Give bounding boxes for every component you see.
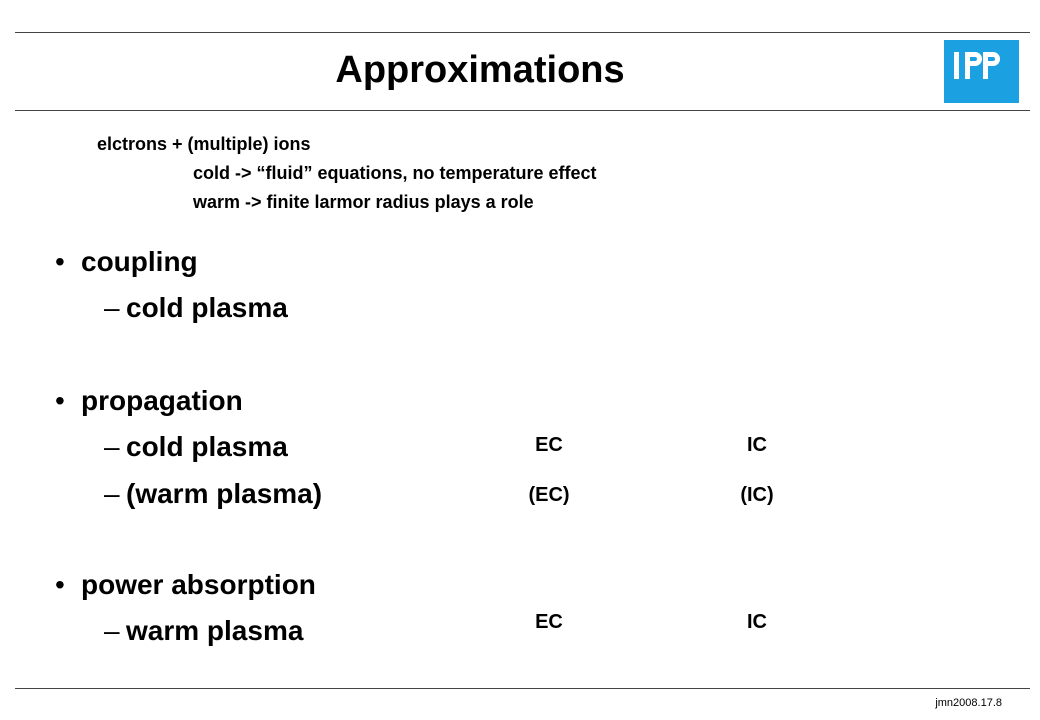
footer-rule bbox=[15, 688, 1030, 689]
logo-text bbox=[944, 103, 945, 104]
bullet-mark: • bbox=[55, 385, 65, 416]
bullet-propagation bbox=[55, 384, 455, 418]
sub-item-label: (warm plasma) bbox=[126, 478, 323, 509]
bullet-coupling bbox=[55, 245, 455, 279]
sub-mark: – bbox=[104, 478, 120, 509]
tag-ic: IC bbox=[747, 434, 767, 456]
slide-title: Approximations bbox=[335, 49, 625, 91]
intro-line-1: elctrons + (multiple) ions bbox=[97, 134, 311, 154]
tag-ic-bracketed: (IC) bbox=[740, 484, 774, 506]
ipp-logo-icon bbox=[944, 40, 1019, 103]
tag-ec: EC bbox=[535, 434, 563, 456]
sub-item-label: cold plasma bbox=[126, 431, 288, 462]
sub-item-propagation-cold bbox=[104, 430, 504, 464]
bullet-power-absorption bbox=[55, 568, 455, 602]
sub-item-coupling-cold bbox=[104, 291, 504, 325]
sub-mark: – bbox=[104, 292, 120, 323]
footer-id: jmn2008.17.8 bbox=[935, 697, 1002, 709]
sub-mark: – bbox=[104, 615, 120, 646]
bullet-label: coupling bbox=[81, 246, 198, 277]
sub-item-propagation-warm bbox=[104, 477, 504, 511]
title-rule bbox=[15, 110, 1030, 111]
sub-item-absorption-warm bbox=[104, 614, 504, 648]
bullet-mark: • bbox=[55, 246, 65, 277]
tag-ec: EC bbox=[535, 611, 563, 633]
sub-item-label: cold plasma bbox=[126, 292, 288, 323]
bullet-mark: • bbox=[55, 569, 65, 600]
sub-item-label: warm plasma bbox=[126, 615, 304, 646]
intro-line-3: warm -> finite larmor radius plays a role bbox=[193, 192, 534, 212]
sub-mark: – bbox=[104, 431, 120, 462]
ipp-logo bbox=[944, 40, 1019, 103]
intro-line-2: cold -> “fluid” equations, no temperature effect bbox=[193, 163, 597, 183]
bullet-label: power absorption bbox=[81, 569, 316, 600]
tag-ec-bracketed: (EC) bbox=[528, 484, 570, 506]
tag-ic: IC bbox=[747, 611, 767, 633]
top-rule bbox=[15, 32, 1030, 33]
bullet-label: propagation bbox=[81, 385, 243, 416]
